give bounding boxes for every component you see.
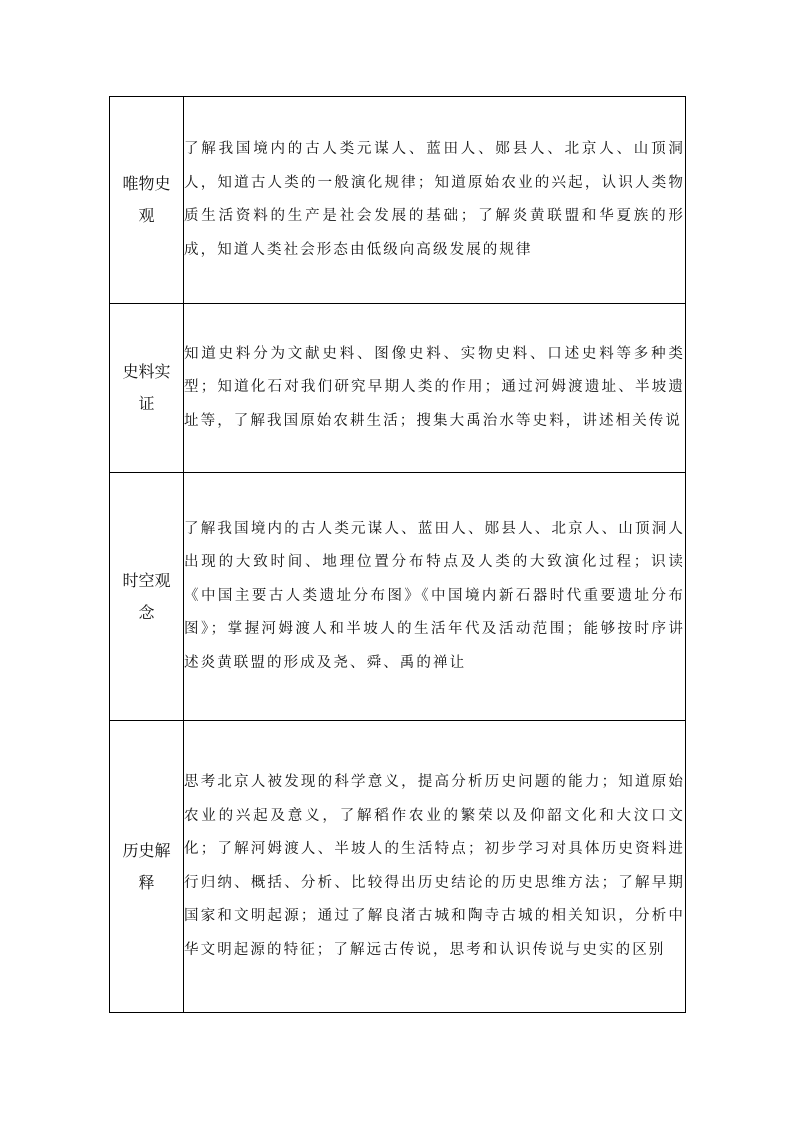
category-label: 历史解释 — [122, 840, 171, 892]
description-cell — [184, 304, 686, 473]
description-text: 思考北京人被发现的科学意义，提高分析历史问题的能力；知道原始农业的兴起及意义，了解稻作农业的繁荣以及仰韶文化和大汶口文化；了解河姆渡人、半坡人的生活特点；初步学习对具体历史资料进行归纳、概括、分析、比较得出历史结论的历史思维方法；了解早期国家和文明起源；通过了解良渚古城和陶寺古城的相关知识，分析中华文明起源的特征；了解远古传说，思考和认识传说与史实的区别 — [184, 774, 685, 958]
category-cell — [110, 304, 184, 473]
category-label: 时空观念 — [122, 570, 171, 622]
table-row — [110, 304, 686, 473]
category-label: 史料实证 — [122, 362, 171, 413]
description-cell — [184, 473, 686, 721]
description-text: 知道史料分为文献史料、图像史料、实物史料、口述史料等多种类型；知道化石对我们研究早期人类的作用；通过河姆渡遗址、半坡遗址等，了解我国原始农耕生活；搜集大禹治水等史料，讲述相关传说 — [184, 345, 685, 429]
description-cell — [184, 721, 686, 1013]
description-text: 了解我国境内的古人类元谋人、蓝田人、郧县人、北京人、山顶洞人出现的大致时间、地理位置分布特点及人类的大致演化过程；识读《中国主要古人类遗址分布图》《中国境内新石器时代重要遗址分布图》；掌握河姆渡人和半坡人的生活年代及活动范围；能够按时序讲述炎黄联盟的形成及尧、舜、禹的禅让 — [184, 520, 685, 671]
table-row — [110, 721, 686, 1013]
literacy-goals-table — [109, 96, 686, 1013]
description-cell — [184, 97, 686, 304]
category-cell — [110, 473, 184, 721]
category-label: 唯物史观 — [122, 174, 171, 225]
table-row — [110, 473, 686, 721]
description-text: 了解我国境内的古人类元谋人、蓝田人、郧县人、北京人、山顶洞人，知道古人类的一般演化规律；知道原始农业的兴起，认识人类物质生活资料的生产是社会发展的基础；了解炎黄联盟和华夏族的形成，知道人类社会形态由低级向高级发展的规律 — [184, 141, 685, 258]
category-cell — [110, 721, 184, 1013]
category-cell — [110, 97, 184, 304]
table-row — [110, 97, 686, 304]
